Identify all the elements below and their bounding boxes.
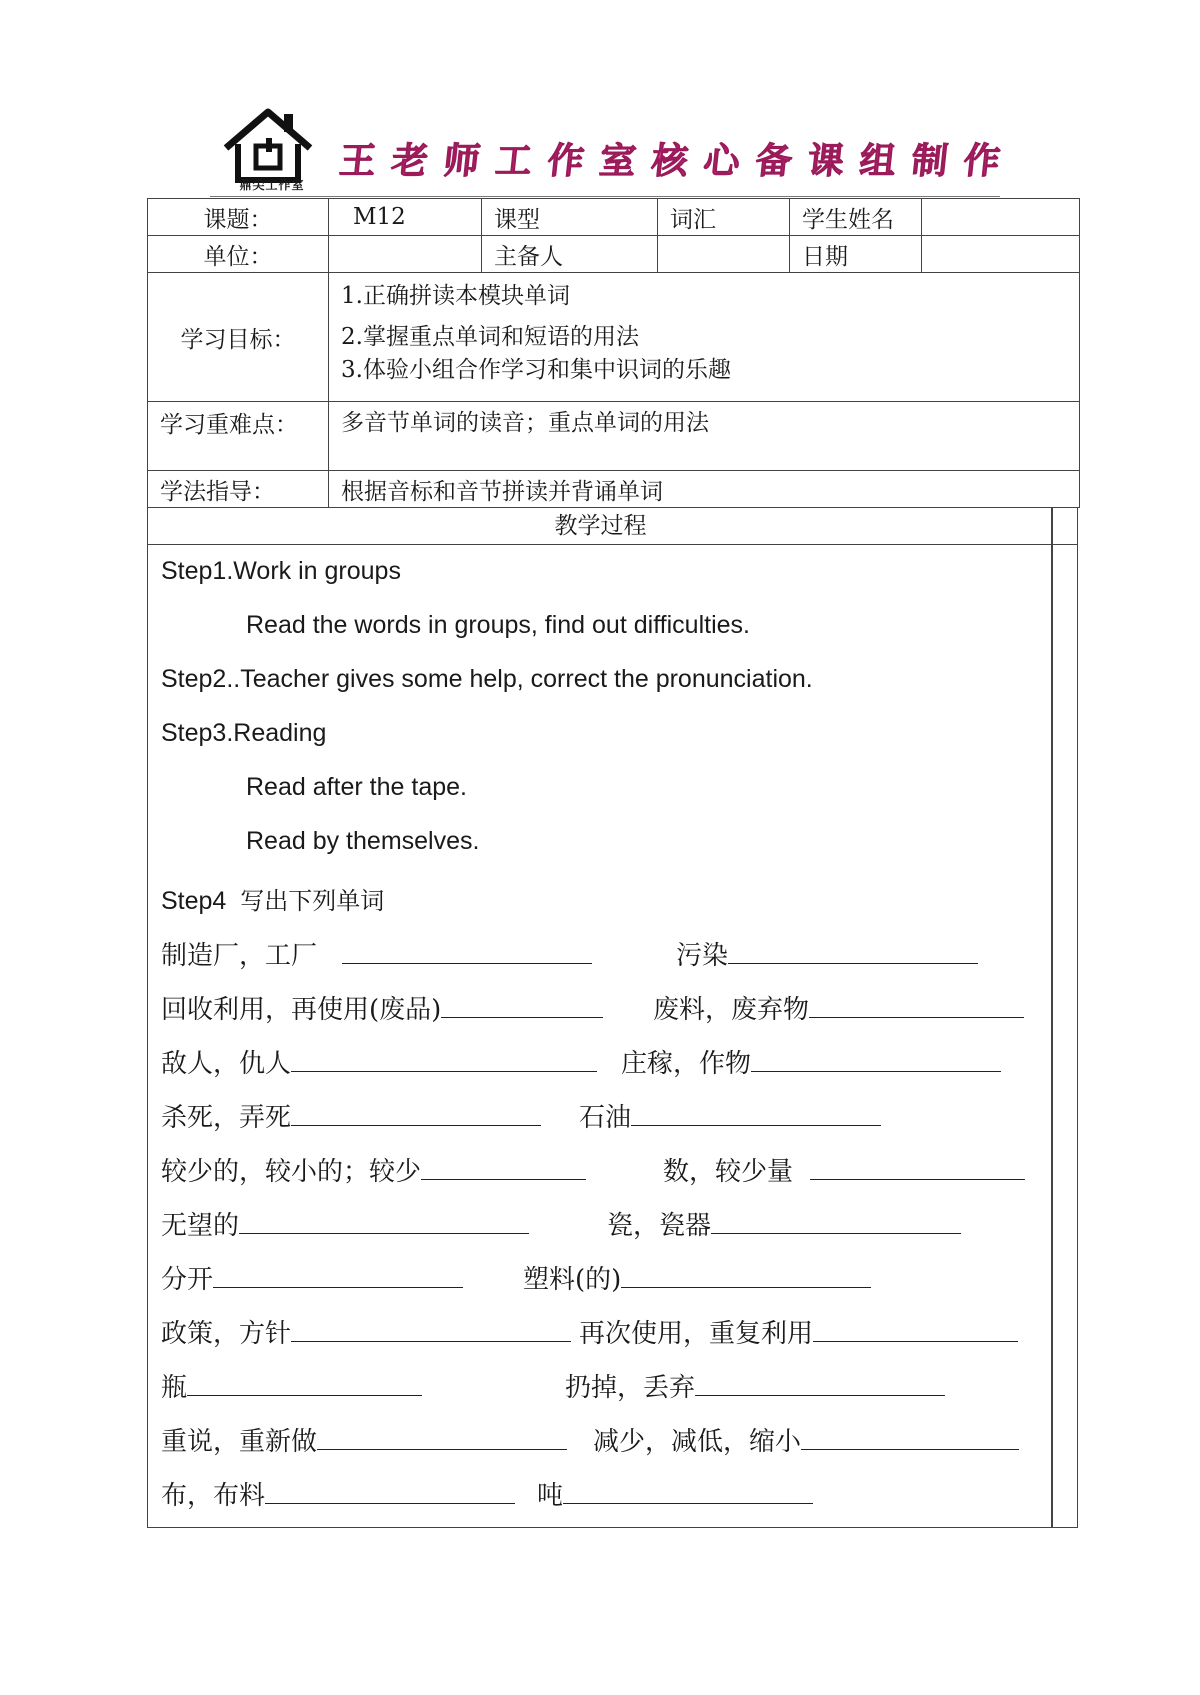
word-prompt: 瓷，瓷器: [607, 1205, 961, 1242]
word-prompt: 制造厂，工厂: [161, 935, 592, 972]
goal-item: 2.掌握重点单词和短语的用法: [341, 324, 639, 351]
word-prompt: 庄稼，作物: [621, 1043, 1001, 1080]
student-name-value[interactable]: [922, 199, 1080, 236]
word-row: [161, 1313, 1041, 1353]
word-prompt: 扔掉，丢弃: [565, 1367, 945, 1404]
step2-heading: Step2..Teacher gives some help, correct the pronunciation.: [161, 665, 813, 693]
word-row: [161, 1475, 1041, 1515]
word-prompt: 无望的: [161, 1205, 529, 1242]
step3-instruction-1: Read after the tape.: [246, 773, 467, 801]
goal-item: 1.正确拼读本模块单词: [341, 283, 570, 309]
word-prompt: 数，较少量: [663, 1151, 1025, 1188]
word-row: [161, 1259, 1041, 1299]
process-title-row: [148, 507, 1077, 545]
preparer-value[interactable]: [658, 236, 790, 273]
info-row-1: [148, 199, 1080, 236]
word-prompt: 废料，废弃物: [653, 989, 1024, 1026]
answer-blank[interactable]: [631, 1099, 881, 1126]
step4-label: Step4: [161, 887, 227, 915]
answer-blank[interactable]: [801, 1423, 1019, 1450]
word-prompt: 减少，减低，缩小: [593, 1421, 1019, 1458]
word-prompt: 分开: [161, 1259, 463, 1296]
word-prompt: 敌人，仇人: [161, 1043, 597, 1080]
word-row: [161, 1205, 1041, 1245]
topic-label: 课题：: [148, 199, 329, 236]
info-table: [147, 198, 1080, 508]
word-row: [161, 1151, 1041, 1191]
word-row: [161, 989, 1041, 1029]
goals-row: [148, 273, 1080, 402]
word-prompt: 再次使用，重复利用: [579, 1313, 1018, 1350]
answer-blank[interactable]: [239, 1207, 529, 1234]
type-label: 课型: [482, 199, 658, 236]
difficulty-row: [148, 402, 1080, 471]
answer-blank[interactable]: [265, 1477, 515, 1504]
word-prompt: 石油: [579, 1097, 881, 1134]
word-prompt: 污染: [676, 935, 978, 972]
unit-label: 单位：: [148, 236, 329, 273]
type-value[interactable]: 词汇: [658, 199, 790, 236]
header-divider: [210, 196, 1000, 197]
process-title: 教学过程: [554, 513, 647, 539]
topic-value[interactable]: M12: [329, 199, 482, 236]
word-prompt: 回收利用，再使用(废品): [161, 989, 603, 1026]
goals-label: 学习目标：: [148, 273, 329, 402]
step3-heading: Step3.Reading: [161, 719, 327, 747]
word-prompt: 较少的，较小的；较少: [161, 1151, 586, 1188]
difficulty-value: 多音节单词的读音；重点单词的用法: [329, 402, 1080, 471]
answer-blank[interactable]: [810, 1153, 1025, 1180]
answer-blank[interactable]: [563, 1477, 813, 1504]
date-label: 日期: [790, 236, 922, 273]
goal-item: 3.体验小组合作学习和集中识词的乐趣: [341, 357, 731, 384]
answer-blank[interactable]: [695, 1369, 945, 1396]
word-row: [161, 1097, 1041, 1137]
answer-blank[interactable]: [711, 1207, 961, 1234]
method-value: 根据音标和音节拼读并背诵单词: [329, 471, 1080, 508]
answer-blank[interactable]: [809, 991, 1024, 1018]
answer-blank[interactable]: [751, 1045, 1001, 1072]
word-prompt: 杀死，弄死: [161, 1097, 541, 1134]
answer-blank[interactable]: [213, 1261, 463, 1288]
step4-heading: [161, 881, 384, 916]
unit-value[interactable]: [329, 236, 482, 273]
date-value[interactable]: [922, 236, 1080, 273]
method-row: [148, 471, 1080, 508]
student-name-label: 学生姓名: [790, 199, 922, 236]
word-prompt: 塑料(的): [523, 1259, 871, 1296]
step1-instruction: Read the words in groups, find out difficulties.: [246, 611, 750, 639]
word-prompt: 政策，方针: [161, 1313, 571, 1350]
word-prompt: 吨: [537, 1475, 813, 1512]
answer-blank[interactable]: [728, 937, 978, 964]
answer-blank[interactable]: [441, 991, 603, 1018]
answer-blank[interactable]: [291, 1315, 571, 1342]
word-prompt: 布，布料: [161, 1475, 515, 1512]
info-row-2: [148, 236, 1080, 273]
answer-blank[interactable]: [291, 1099, 541, 1126]
preparer-label: 主备人: [482, 236, 658, 273]
word-prompt: 瓶: [161, 1367, 422, 1404]
step1-heading: Step1.Work in groups: [161, 557, 401, 585]
method-label: 学法指导：: [148, 471, 329, 508]
word-prompt: 重说，重新做: [161, 1421, 567, 1458]
word-row: [161, 935, 1041, 975]
word-row: [161, 1421, 1041, 1461]
banner-title: 王老师工作室核心备课组制作: [337, 140, 1018, 182]
answer-blank[interactable]: [342, 937, 592, 964]
step4-instruction: 写出下列单词: [240, 887, 385, 915]
goals-list: [329, 273, 1080, 402]
difficulty-label: 学习重难点：: [148, 402, 329, 471]
word-row: [161, 1367, 1041, 1407]
answer-blank[interactable]: [317, 1423, 567, 1450]
teaching-process-box: [147, 507, 1078, 1528]
answer-blank[interactable]: [621, 1261, 871, 1288]
answer-blank[interactable]: [291, 1045, 597, 1072]
answer-blank[interactable]: [421, 1153, 586, 1180]
word-row: [161, 1043, 1041, 1083]
logo-caption: 鼎尖工作室: [239, 178, 305, 192]
answer-blank[interactable]: [187, 1369, 422, 1396]
right-margin-line: [1051, 507, 1053, 1527]
answer-blank[interactable]: [813, 1315, 1018, 1342]
step3-instruction-2: Read by themselves.: [246, 827, 480, 855]
